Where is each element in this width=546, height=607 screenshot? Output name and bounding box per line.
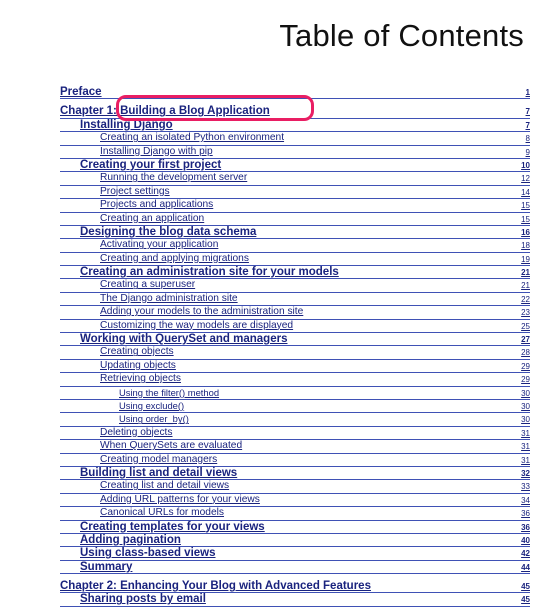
toc-entry-title[interactable]: Using the filter() method: [119, 386, 220, 398]
toc-entry-title[interactable]: Creating model managers: [100, 453, 218, 465]
toc-entry-title[interactable]: Project settings: [100, 185, 170, 197]
toc-entry-page[interactable]: 25: [521, 321, 530, 331]
toc-entry-title[interactable]: Creating a superuser: [100, 279, 196, 291]
toc-entry-title[interactable]: Adding pagination: [80, 533, 181, 546]
toc-subsection-entry[interactable]: [60, 172, 530, 185]
toc-section-entry[interactable]: [60, 266, 530, 279]
toc-subsection-entry[interactable]: [60, 507, 530, 520]
toc-section-entry[interactable]: [60, 333, 530, 346]
toc-entry-title[interactable]: Adding your models to the administration site: [100, 306, 304, 318]
toc-entry-page[interactable]: 27: [521, 335, 530, 345]
toc-entry-page[interactable]: 10: [521, 160, 530, 170]
toc-entry-title[interactable]: Installing Django with pip: [100, 145, 213, 157]
toc-entry-page[interactable]: 1: [525, 88, 530, 97]
toc-entry-page[interactable]: 14: [521, 187, 530, 197]
toc-section-entry[interactable]: [60, 467, 530, 480]
toc-section-entry[interactable]: [60, 521, 530, 534]
toc-entry-title[interactable]: Creating and applying migrations: [100, 252, 249, 264]
toc-entry-page[interactable]: 8: [525, 134, 530, 144]
toc-subsection-entry[interactable]: [60, 440, 530, 453]
toc-entry-title[interactable]: Building list and detail views: [80, 466, 238, 479]
toc-entry-title[interactable]: Preface: [60, 86, 102, 98]
toc-entry-page[interactable]: 29: [521, 375, 530, 385]
toc-entry-title[interactable]: Deleting objects: [100, 426, 173, 438]
toc-entry-title[interactable]: Running the development server: [100, 172, 248, 184]
toc-entry-page[interactable]: 36: [521, 522, 530, 532]
toc-entry-page[interactable]: 32: [521, 468, 530, 478]
toc-entry-page[interactable]: 30: [521, 388, 530, 398]
toc-entry-page[interactable]: 30: [521, 415, 530, 425]
toc-entry-title[interactable]: Installing Django: [80, 118, 173, 131]
toc-section-entry[interactable]: [60, 119, 530, 132]
toc-entry-title[interactable]: Using order_by(): [119, 413, 189, 425]
toc-section-entry[interactable]: [60, 561, 530, 574]
toc-entry-title[interactable]: Creating objects: [100, 346, 174, 358]
toc-entry-page[interactable]: 31: [521, 442, 530, 452]
toc-entry-title[interactable]: When QuerySets are evaluated: [100, 440, 243, 452]
toc-entry-page[interactable]: 7: [525, 120, 530, 130]
toc-entry-title[interactable]: Summary: [80, 560, 133, 573]
toc-entry-title[interactable]: Customizing the way models are displayed: [100, 319, 294, 331]
toc-section-entry[interactable]: [60, 534, 530, 547]
toc-subsection-entry[interactable]: [60, 146, 530, 159]
toc-entry-title[interactable]: Sharing posts by email: [80, 593, 206, 606]
toc-entry-title[interactable]: Retrieving objects: [100, 373, 181, 385]
toc-subsection-entry[interactable]: [60, 427, 530, 440]
toc-entry-page[interactable]: 36: [521, 509, 530, 519]
toc-subsection-entry[interactable]: [60, 199, 530, 212]
toc-entry-title[interactable]: Creating your first project: [80, 158, 222, 171]
toc-section-entry[interactable]: [60, 547, 530, 560]
toc-entry-title[interactable]: Using exclude(): [119, 399, 185, 411]
toc-entry-page[interactable]: 30: [521, 401, 530, 411]
toc-entry-page[interactable]: 12: [521, 174, 530, 184]
toc-chapter-entry[interactable]: [60, 105, 530, 118]
toc-entry-page[interactable]: 15: [521, 201, 530, 211]
toc-entry-page[interactable]: 44: [521, 562, 530, 572]
toc-subsection-entry[interactable]: [60, 279, 530, 292]
toc-entry-title[interactable]: Working with QuerySet and managers: [80, 333, 288, 346]
toc-entry-title[interactable]: Using class-based views: [80, 547, 216, 560]
toc-entry-page[interactable]: 23: [521, 308, 530, 318]
toc-entry-page[interactable]: 34: [521, 495, 530, 505]
toc-subsection-entry[interactable]: [60, 253, 530, 266]
toc-entry-page[interactable]: 40: [521, 535, 530, 545]
toc-entry-page[interactable]: 28: [521, 348, 530, 358]
toc-subsection-entry[interactable]: [60, 454, 530, 467]
toc-entry-page[interactable]: 19: [521, 254, 530, 264]
toc-entry-title[interactable]: Creating an isolated Python environment: [100, 132, 285, 144]
toc-entry-title[interactable]: Creating an application: [100, 212, 205, 224]
toc-entry-page[interactable]: 33: [521, 482, 530, 492]
toc-entry-page[interactable]: 21: [521, 268, 530, 278]
toc-section-entry[interactable]: [60, 593, 530, 606]
toc-entry-page[interactable]: 31: [521, 428, 530, 438]
toc-subsection-entry[interactable]: [60, 132, 530, 145]
toc-entry-title[interactable]: Adding URL patterns for your views: [100, 493, 260, 505]
toc-subsection-entry[interactable]: [60, 306, 530, 319]
toc-entry-page[interactable]: 15: [521, 214, 530, 224]
toc-subsection-entry[interactable]: [60, 346, 530, 359]
toc-entry-title[interactable]: Designing the blog data schema: [80, 225, 257, 238]
toc-section-entry[interactable]: [60, 226, 530, 239]
toc-subsection-entry[interactable]: [60, 413, 530, 426]
toc-entry-title[interactable]: Canonical URLs for models: [100, 507, 225, 519]
toc-section-entry[interactable]: [60, 159, 530, 172]
toc-entry-title[interactable]: Chapter 1: Building a Blog Application: [60, 105, 270, 118]
toc-subsection-entry[interactable]: [60, 480, 530, 493]
toc-entry-page[interactable]: 7: [525, 107, 530, 117]
toc-entry-title[interactable]: The Django administration site: [100, 292, 238, 304]
page-title: Table of Contents: [279, 18, 524, 53]
toc-subsection-entry[interactable]: [60, 293, 530, 306]
toc-entry-page[interactable]: 9: [525, 147, 530, 157]
toc-entry-page[interactable]: 45: [521, 595, 530, 605]
toc-entry-title[interactable]: Creating an administration site for your models: [80, 266, 339, 279]
toc-entry-title[interactable]: Creating list and detail views: [100, 480, 230, 492]
toc-entry-page[interactable]: 29: [521, 361, 530, 371]
toc-subsection-entry[interactable]: [60, 373, 530, 386]
toc-chapter-entry[interactable]: [60, 86, 530, 99]
toc-entry-title[interactable]: Projects and applications: [100, 199, 214, 211]
toc-entry-page[interactable]: 45: [521, 582, 530, 592]
toc-entry-title[interactable]: Creating templates for your views: [80, 520, 265, 533]
toc-entry-page[interactable]: 21: [521, 281, 530, 291]
toc-entry-page[interactable]: 18: [521, 241, 530, 251]
toc-subsection-entry[interactable]: [60, 387, 530, 400]
toc-entry-page[interactable]: 22: [521, 294, 530, 304]
toc-entry-page[interactable]: 31: [521, 455, 530, 465]
toc-entry-title[interactable]: Activating your application: [100, 239, 219, 251]
toc-chapter-entry[interactable]: [60, 580, 530, 593]
toc-subsection-entry[interactable]: [60, 360, 530, 373]
toc-subsection-entry[interactable]: [60, 239, 530, 252]
toc-subsection-entry[interactable]: [60, 213, 530, 226]
toc-subsection-entry[interactable]: [60, 494, 530, 507]
toc-entry-title[interactable]: Chapter 2: Enhancing Your Blog with Advanced Features: [60, 580, 371, 593]
toc-subsection-entry[interactable]: [60, 400, 530, 413]
toc-entry-title[interactable]: Updating objects: [100, 359, 176, 371]
toc-entry-page[interactable]: 16: [521, 227, 530, 237]
table-of-contents: [60, 86, 530, 607]
toc-subsection-entry[interactable]: [60, 320, 530, 333]
toc-subsection-entry[interactable]: [60, 186, 530, 199]
toc-entry-page[interactable]: 42: [521, 549, 530, 559]
